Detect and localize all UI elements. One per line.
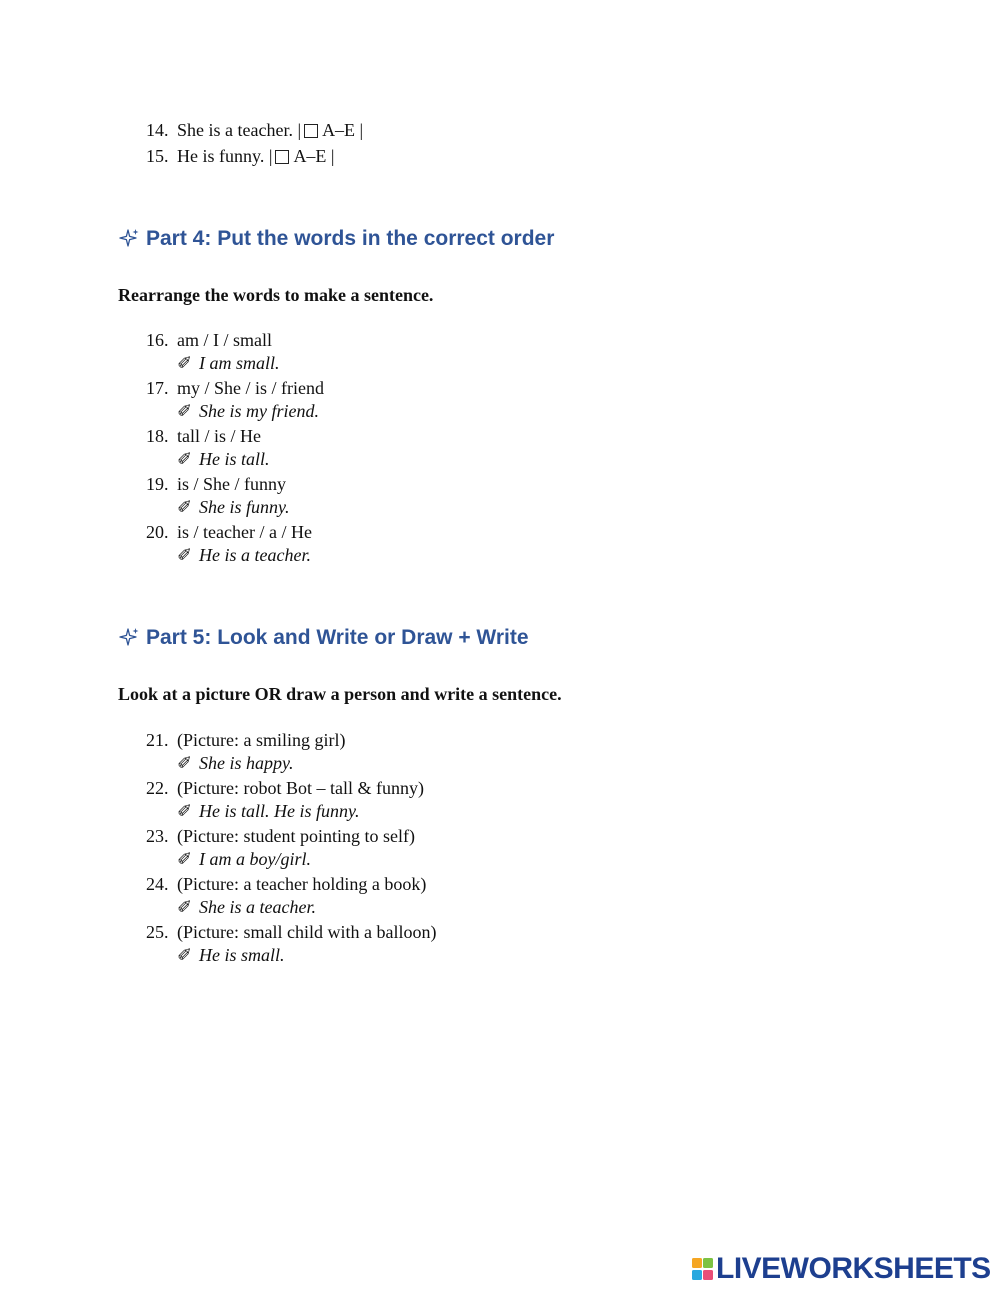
sparkle-icon: [118, 626, 140, 648]
item-answer: I am small.: [199, 353, 280, 373]
list-item: [0, 118, 1000, 144]
item-answer: He is a teacher.: [199, 545, 311, 565]
list-item: [0, 728, 1000, 776]
item-number: 18.: [146, 426, 169, 446]
checkbox[interactable]: [304, 124, 318, 138]
item-question: (Picture: a teacher holding a book): [177, 874, 427, 894]
item-answer: She is happy.: [199, 753, 294, 773]
item-answer: She is my friend.: [199, 401, 319, 421]
item-number: 15.: [146, 146, 169, 166]
item-number: 23.: [146, 826, 169, 846]
sparkle-icon: [118, 227, 140, 249]
item-number: 16.: [146, 330, 169, 350]
item-answer: He is tall.: [199, 449, 270, 469]
pencil-check-icon: ✐: [177, 449, 193, 469]
item-question: is / teacher / a / He: [177, 522, 312, 542]
item-text: He is funny. |: [177, 146, 273, 166]
item-number: 14.: [146, 120, 169, 140]
item-number: 19.: [146, 474, 169, 494]
pencil-check-icon: ✐: [177, 849, 193, 869]
pencil-check-icon: ✐: [177, 897, 193, 917]
pencil-check-icon: ✐: [177, 545, 193, 565]
item-suffix: A–E |: [293, 146, 335, 166]
pencil-check-icon: ✐: [177, 945, 193, 965]
logo-text: LIVEWORKSHEETS: [716, 1252, 991, 1285]
pencil-check-icon: ✐: [177, 753, 193, 773]
part3-list: [0, 118, 1000, 170]
list-item: [0, 472, 1000, 520]
item-answer: She is funny.: [199, 497, 290, 517]
part4-instruction: Rearrange the words to make a sentence.: [118, 285, 434, 305]
item-answer: I am a boy/girl.: [199, 849, 311, 869]
item-suffix: A–E |: [322, 120, 364, 140]
item-text: She is a teacher. |: [177, 120, 302, 140]
item-question: (Picture: a smiling girl): [177, 730, 346, 750]
item-answer: He is small.: [199, 945, 285, 965]
item-number: 25.: [146, 922, 169, 942]
list-item: [0, 328, 1000, 376]
list-item: [0, 376, 1000, 424]
item-number: 21.: [146, 730, 169, 750]
logo-mark-icon: [692, 1257, 714, 1281]
item-number: 17.: [146, 378, 169, 398]
part5-title: Part 5: Look and Write or Draw + Write: [146, 626, 529, 649]
item-question: tall / is / He: [177, 426, 261, 446]
item-question: my / She / is / friend: [177, 378, 324, 398]
list-item: [0, 872, 1000, 920]
part5-instruction: Look at a picture OR draw a person and write a sentence.: [118, 684, 562, 704]
part5-heading: [118, 625, 529, 651]
list-item: [0, 824, 1000, 872]
pencil-check-icon: ✐: [177, 401, 193, 421]
list-item: [0, 776, 1000, 824]
pencil-check-icon: ✐: [177, 353, 193, 373]
pencil-check-icon: ✐: [177, 497, 193, 517]
list-item: [0, 144, 1000, 170]
item-number: 20.: [146, 522, 169, 542]
item-answer: She is a teacher.: [199, 897, 316, 917]
liveworksheets-logo[interactable]: [692, 1252, 991, 1285]
part4-heading: [118, 226, 554, 252]
item-question: (Picture: student pointing to self): [177, 826, 415, 846]
list-item: [0, 920, 1000, 968]
item-number: 22.: [146, 778, 169, 798]
list-item: [0, 520, 1000, 568]
item-question: (Picture: robot Bot – tall & funny): [177, 778, 424, 798]
part5-list: [0, 728, 1000, 968]
item-number: 24.: [146, 874, 169, 894]
pencil-check-icon: ✐: [177, 801, 193, 821]
item-answer: He is tall. He is funny.: [199, 801, 360, 821]
item-question: (Picture: small child with a balloon): [177, 922, 437, 942]
item-question: am / I / small: [177, 330, 272, 350]
item-question: is / She / funny: [177, 474, 287, 494]
list-item: [0, 424, 1000, 472]
checkbox[interactable]: [275, 150, 289, 164]
part4-list: [0, 328, 1000, 568]
part4-title: Part 4: Put the words in the correct order: [146, 227, 555, 250]
